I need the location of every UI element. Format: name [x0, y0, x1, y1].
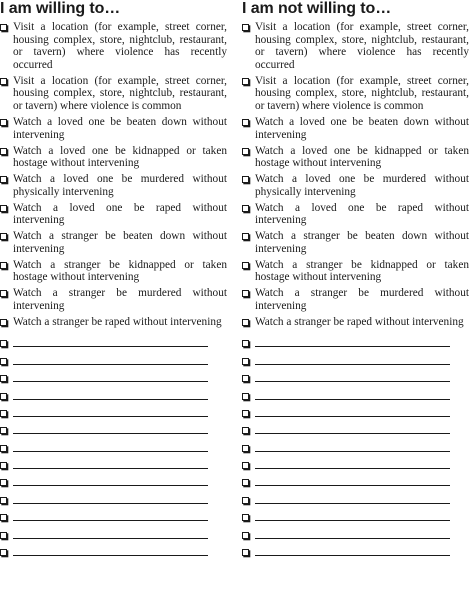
checklist-item: [242, 116, 469, 141]
checkbox-icon[interactable]: [0, 24, 7, 31]
checkbox-icon[interactable]: [0, 262, 7, 269]
write-in-line[interactable]: [13, 416, 208, 417]
write-in-line[interactable]: [255, 451, 450, 452]
write-in-line[interactable]: [255, 503, 450, 504]
checkbox-icon[interactable]: [0, 319, 7, 326]
blank-checklist-item: [242, 541, 469, 558]
checkbox-icon[interactable]: [0, 445, 7, 452]
write-in-line[interactable]: [13, 468, 208, 469]
checklist-item-text: Watch a loved one be beaten down without intervening: [13, 115, 227, 141]
checkbox-icon[interactable]: [242, 78, 249, 85]
write-in-line[interactable]: [255, 346, 450, 347]
checkbox-icon[interactable]: [0, 532, 7, 539]
checkbox-icon[interactable]: [0, 290, 7, 297]
checkbox-icon[interactable]: [242, 262, 249, 269]
checklist-item-text: Visit a location (for example, street corner, housing complex, store, nightclub, restaurant, or tavern) where violence has recently occurred: [255, 21, 469, 71]
checklist-item: [0, 259, 227, 284]
checklist-item: [0, 116, 227, 141]
blank-checklist-item: [0, 454, 227, 471]
checklist-item: [0, 75, 227, 113]
checklist-item: [242, 75, 469, 113]
blank-checklist-item: [242, 349, 469, 366]
checkbox-icon[interactable]: [242, 410, 249, 417]
checklist-item-text: Visit a location (for example, street corner, housing complex, store, nightclub, restaurant, or tavern) where violence has recently occurred: [13, 21, 227, 71]
blank-checklist-item: [0, 332, 227, 349]
checklist-item-text: Visit a location (for example, street corner, housing complex, store, nightclub, restaurant, or tavern) where violence is common: [255, 74, 469, 112]
blank-checklist-item: [0, 488, 227, 505]
write-in-line[interactable]: [13, 346, 208, 347]
blank-checklist-item: [242, 454, 469, 471]
checkbox-icon[interactable]: [0, 176, 7, 183]
checklist-item: [242, 259, 469, 284]
blank-checklist-item: [0, 419, 227, 436]
write-in-line[interactable]: [255, 555, 450, 556]
checkbox-icon[interactable]: [242, 233, 249, 240]
write-in-line[interactable]: [13, 433, 208, 434]
checklist-item: [242, 145, 469, 170]
not-willing-list: [242, 21, 469, 558]
checkbox-icon[interactable]: [242, 462, 249, 469]
write-in-line[interactable]: [13, 364, 208, 365]
write-in-line[interactable]: [255, 538, 450, 539]
blank-checklist-item: [0, 471, 227, 488]
checkbox-icon[interactable]: [242, 393, 249, 400]
write-in-line[interactable]: [13, 503, 208, 504]
checklist-item-text: Watch a stranger be kidnapped or taken hostage without intervening: [13, 258, 227, 284]
checklist-item-text: Watch a stranger be beaten down without intervening: [255, 230, 469, 255]
write-in-line[interactable]: [255, 416, 450, 417]
blank-checklist-item: [242, 332, 469, 349]
blank-checklist-item: [0, 384, 227, 401]
willing-heading: I am willing to…: [0, 0, 121, 17]
checklist-item: [242, 287, 469, 312]
checkbox-icon[interactable]: [0, 462, 7, 469]
checklist-item: [0, 202, 227, 227]
write-in-line[interactable]: [13, 399, 208, 400]
blank-checklist-item: [242, 384, 469, 401]
checkbox-icon[interactable]: [0, 205, 7, 212]
checkbox-icon[interactable]: [242, 340, 249, 347]
checklist-item: [0, 316, 227, 329]
blank-checklist-item: [0, 541, 227, 558]
not-willing-heading: I am not willing to…: [242, 0, 392, 17]
checkbox-icon[interactable]: [242, 479, 249, 486]
write-in-line[interactable]: [255, 364, 450, 365]
checklist-item-text: Watch a stranger be raped without intervening: [13, 315, 222, 328]
blank-checklist-item: [242, 402, 469, 419]
checkbox-icon[interactable]: [242, 497, 249, 504]
checkbox-icon[interactable]: [242, 427, 249, 434]
blank-checklist-item: [0, 367, 227, 384]
checklist-item-text: Watch a loved one be murdered without physically intervening: [255, 173, 469, 198]
write-in-line[interactable]: [13, 555, 208, 556]
checklist-item: [242, 316, 469, 329]
checkbox-icon[interactable]: [242, 375, 249, 382]
checkbox-icon[interactable]: [242, 290, 249, 297]
checklist-item-text: Watch a loved one be beaten down without intervening: [255, 115, 469, 141]
checkbox-icon[interactable]: [0, 427, 7, 434]
blank-checklist-item: [242, 506, 469, 523]
checklist-item: [242, 21, 469, 71]
checkbox-icon[interactable]: [242, 445, 249, 452]
checkbox-icon[interactable]: [242, 148, 249, 155]
checkbox-icon[interactable]: [242, 358, 249, 365]
checkbox-icon[interactable]: [0, 393, 7, 400]
checkbox-icon[interactable]: [0, 497, 7, 504]
checkbox-icon[interactable]: [0, 340, 7, 347]
checklist-item-text: Watch a stranger be murdered without intervening: [13, 287, 227, 312]
write-in-line[interactable]: [255, 468, 450, 469]
blank-checklist-item: [0, 349, 227, 366]
checkbox-icon[interactable]: [242, 514, 249, 521]
checklist-item: [242, 230, 469, 255]
checkbox-icon[interactable]: [0, 410, 7, 417]
checkbox-icon[interactable]: [0, 375, 7, 382]
write-in-line[interactable]: [255, 485, 450, 486]
checkbox-icon[interactable]: [0, 479, 7, 486]
write-in-line[interactable]: [13, 381, 208, 382]
checkbox-icon[interactable]: [242, 176, 249, 183]
blank-checklist-item: [242, 523, 469, 540]
write-in-line[interactable]: [255, 399, 450, 400]
checkbox-icon[interactable]: [0, 358, 7, 365]
checklist-item-text: Watch a loved one be raped without intervening: [13, 201, 227, 227]
checkbox-icon[interactable]: [242, 205, 249, 212]
blank-checklist-item: [242, 471, 469, 488]
blank-checklist-item: [0, 523, 227, 540]
checkbox-icon[interactable]: [242, 532, 249, 539]
checkbox-icon[interactable]: [242, 549, 249, 556]
checklist-item-text: Visit a location (for example, street corner, housing complex, store, nightclub, restaurant, or tavern) where violence is common: [13, 74, 227, 112]
checkbox-icon[interactable]: [242, 319, 249, 326]
checkbox-icon[interactable]: [0, 514, 7, 521]
checklist-item-text: Watch a loved one be raped without intervening: [255, 201, 469, 227]
not-willing-column: [242, 0, 469, 558]
checkbox-icon[interactable]: [0, 233, 7, 240]
checklist-item: [0, 230, 227, 255]
checklist-item-text: Watch a stranger be kidnapped or taken hostage without intervening: [255, 258, 469, 284]
blank-checklist-item: [242, 488, 469, 505]
checklist-item: [242, 202, 469, 227]
blank-checklist-item: [242, 367, 469, 384]
write-in-line[interactable]: [255, 433, 450, 434]
blank-checklist-item: [242, 419, 469, 436]
checkbox-icon[interactable]: [0, 148, 7, 155]
checkbox-icon[interactable]: [0, 78, 7, 85]
write-in-line[interactable]: [13, 538, 208, 539]
checklist-item: [0, 145, 227, 170]
checklist-item: [0, 287, 227, 312]
checklist-item: [242, 173, 469, 198]
write-in-line[interactable]: [255, 381, 450, 382]
checklist-item: [0, 173, 227, 198]
blank-checklist-item: [0, 506, 227, 523]
checklist-item: [0, 21, 227, 71]
willing-list: [0, 21, 227, 558]
checklist-item-text: Watch a stranger be murdered without intervening: [255, 287, 469, 312]
checklist-item-text: Watch a loved one be murdered without physically intervening: [13, 173, 227, 198]
checkbox-icon[interactable]: [0, 119, 7, 126]
checklist-item-text: Watch a stranger be beaten down without intervening: [13, 230, 227, 255]
checklist-item-text: Watch a loved one be kidnapped or taken hostage without intervening: [255, 144, 469, 170]
blank-checklist-item: [0, 436, 227, 453]
checklist-item-text: Watch a stranger be raped without intervening: [255, 315, 464, 328]
write-in-line[interactable]: [255, 520, 450, 521]
write-in-line[interactable]: [13, 485, 208, 486]
write-in-line[interactable]: [13, 520, 208, 521]
write-in-line[interactable]: [13, 451, 208, 452]
checklist-item-text: Watch a loved one be kidnapped or taken hostage without intervening: [13, 144, 227, 170]
blank-checklist-item: [0, 402, 227, 419]
checkbox-icon[interactable]: [0, 549, 7, 556]
checkbox-icon[interactable]: [242, 24, 249, 31]
willing-column: [0, 0, 227, 558]
blank-checklist-item: [242, 436, 469, 453]
checkbox-icon[interactable]: [242, 119, 249, 126]
